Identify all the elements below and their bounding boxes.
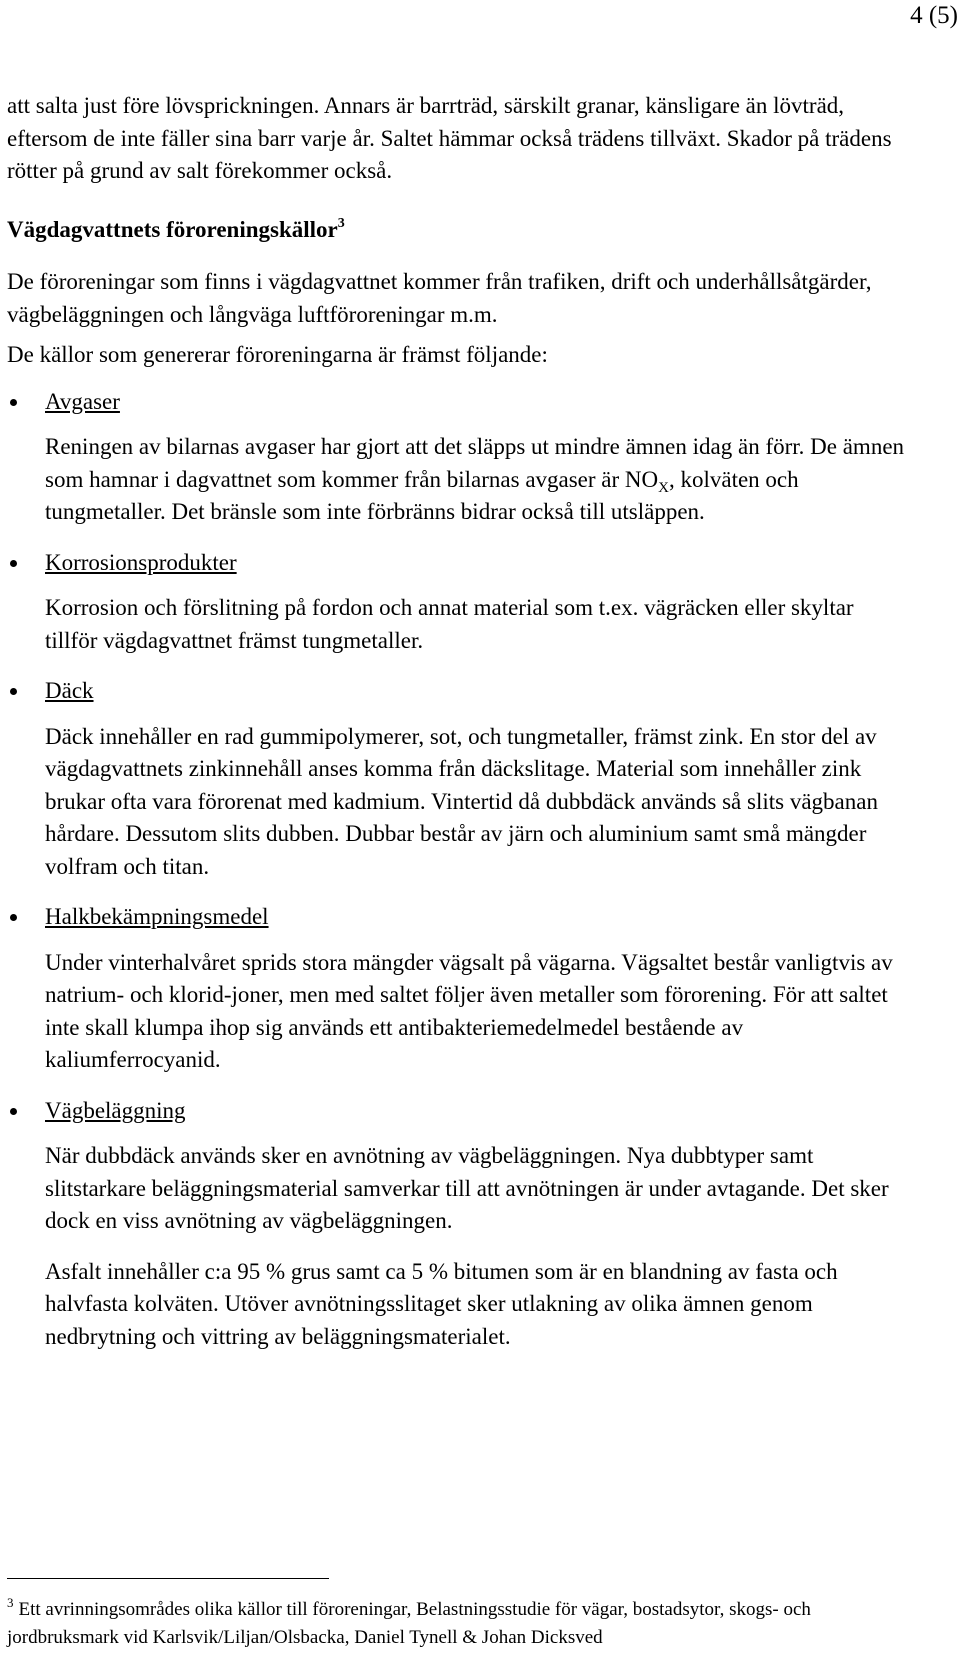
list-item-dack — [7, 675, 907, 883]
bullet-dot-icon — [10, 1108, 17, 1115]
list-item-title: Korrosionsprodukter — [45, 549, 237, 575]
bullet-dot-icon — [10, 560, 17, 567]
section-heading-text: Vägdagvattnets föroreningskällor — [7, 216, 338, 242]
section-paragraph-sources: De föroreningar som finns i vägdagvattnet kommer från trafiken, drift och underhållsåtgärder, vägbeläggningen och långväga luftföroreningar m.m. — [7, 269, 872, 327]
body-text: Reningen av bilarnas avgaser har gjort att det släpps ut mindre ämnen idag än förr. De ämnen som hamnar i dagvattnet som kommer från bilarnas avgaser är NO — [45, 434, 905, 492]
subscript-x: X — [658, 479, 669, 496]
bullet-dot-icon — [10, 914, 17, 921]
bullet-dot-icon — [10, 688, 17, 695]
list-item-body — [45, 431, 907, 529]
body-text: , kolväten och tungmetaller. Det bränsle som inte förbränns bidrar också till utsläppen. — [45, 466, 799, 524]
list-item-body: När dubbdäck används sker en avnötning av vägbeläggningen. Nya dubbtyper samt slitstarkare beläggningsmaterial samverkar till att avnötningen är under avtagande. Det sker dock en viss avnötning av vägbeläggningen. — [45, 1143, 889, 1233]
bullet-dot-icon — [10, 399, 17, 406]
section-paragraph-list-intro: De källor som genererar föroreningarna är främst följande: — [7, 342, 548, 367]
list-item-title: Vägbeläggning — [45, 1097, 186, 1123]
list-item-title: Däck — [45, 678, 94, 703]
footnote-divider — [7, 1578, 329, 1579]
list-item-body: Däck innehåller en rad gummipolymerer, sot, och tungmetaller, främst zink. En stor del av vägdagvattnets zinkinnehåll anses komma från däckslitage. Material som innehåller zink brukar ofta vara förorenat med kadmium. Vintertid då dubbdäck används så slits vägbanan hårdare. Dessutom slits dubben. Dubbar består av järn och aluminium samt små mängder volfram och titan. — [45, 723, 878, 879]
page-number: 4 (5) — [910, 2, 958, 29]
list-item-body: Asfalt innehåller c:a 95 % grus samt ca 5 % bitumen som är en blandning av fasta och halvfasta kolväten. Utöver avnötningsslitaget sker utlakning av olika ämnen genom nedbrytning och vittring av beläggningsmaterialet. — [45, 1258, 838, 1349]
list-item-korrosionsprodukter — [7, 547, 907, 658]
list-item-title: Halkbekämpningsmedel — [45, 904, 269, 929]
footnote-mark: 3 — [7, 1595, 14, 1610]
pollution-source-list — [7, 386, 907, 1354]
list-item-halkbekampningsmedel — [7, 901, 907, 1077]
list-item-body: Under vinterhalvåret sprids stora mängder vägsalt på vägarna. Vägsaltet består vanligtvis av natrium- och klorid-joner, men med saltet följer även metaller som förorening. För att saltet inte skall klumpa ihop sig används ett antibakteriemedelmedel bestående av kaliumferrocyanid. — [45, 949, 893, 1072]
footnote — [7, 1596, 917, 1652]
footnote-text: Ett avrinningsområdes olika källor till föroreningar, Belastningsstudie för vägar, bostadsytor, skogs- och jordbruksmark vid Karlsvik/Liljan/Olsbacka, Daniel Tynell & Johan Dicksved — [7, 1599, 811, 1648]
section-heading — [7, 214, 907, 247]
list-item-vagbelaggning — [7, 1095, 907, 1354]
list-item-title: Avgaser — [45, 388, 120, 414]
page-content — [7, 90, 907, 1353]
list-item-avgaser — [7, 386, 907, 529]
intro-paragraph: att salta just före lövsprickningen. Annars är barrträd, särskilt granar, känsligare än lövträd, eftersom de inte fäller sina barr varje år. Saltet hämmar också trädens tillväxt. Skador på trädens rötter på grund av salt förekommer också. — [7, 93, 892, 183]
footnote-reference: 3 — [337, 215, 345, 231]
list-item-body: Korrosion och förslitning på fordon och annat material som t.ex. vägräcken eller skyltar tillför vägdagvattnet främst tungmetaller. — [45, 595, 854, 653]
